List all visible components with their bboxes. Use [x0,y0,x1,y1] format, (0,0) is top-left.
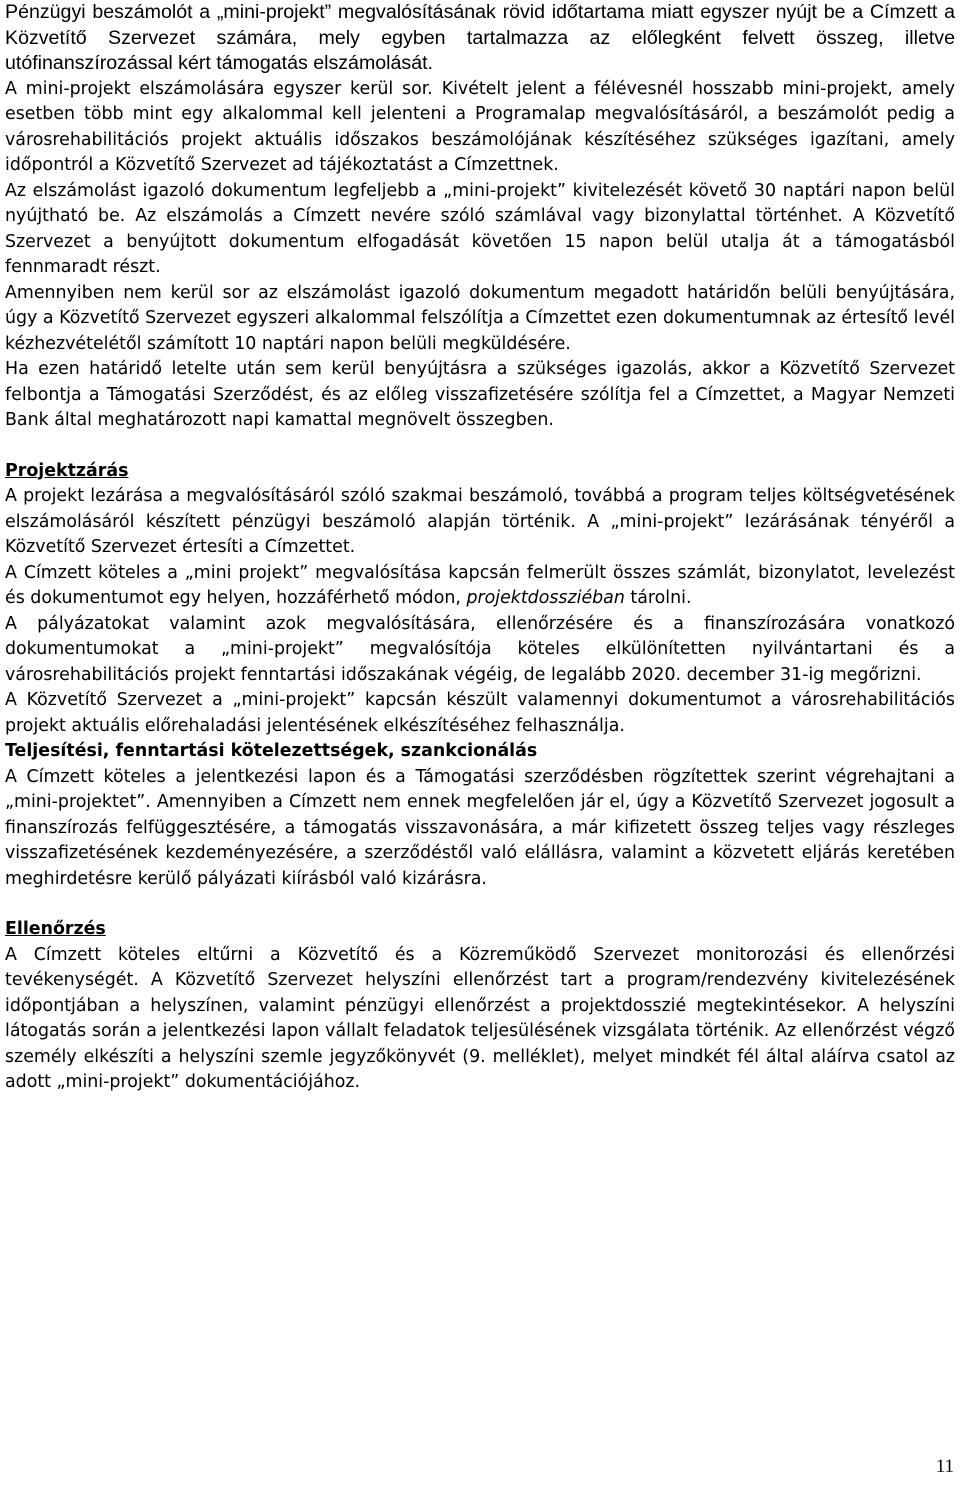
heading-teljesitesi: Teljesítési, fenntartási kötelezettségek, szankcionálás [5,741,538,761]
paragraph-settlement-a: A mini-projekt elszámolására egyszer kerül sor. [5,78,433,99]
paragraph-contract-termination: Ha ezen határidő letelte után sem kerül benyújtásra a szükséges igazolás, akkor a Közvetítő Szervezet felbontja a Támogatási Szerződést, és az előleg visszafizetésére szólítja fel a Címzettet, a Magyar Nemzeti Bank által meghatározott napi kamattal megnövelt összegben. [5,359,955,430]
paragraph-settlement [5,77,955,179]
heading-ellenorzes: Ellenőrzés [5,919,106,939]
paragraph-project-closure: A projekt lezárása a megvalósításáról szóló szakmai beszámoló, továbbá a program teljes költségvetésének elszámolásáról készített pénzügyi beszámoló alapján történik. A „mini-projekt” lezárásának tényéről a Közvetítő Szervezet értesíti a Címzettet. [5,486,955,557]
paragraph-document-storage [5,561,955,612]
paragraph-progress-report: A Közvetítő Szervezet a „mini-projekt” kapcsán készült valamennyi dokumentumot a városrehabilitációs projekt aktuális előrehaladási jelentésének elkészítéséhez felhasználja. [5,690,955,736]
heading-projektzaras: Projektzárás [5,460,129,481]
paragraph-settlement-deadline: Az elszámolást igazoló dokumentum legfeljebb a „mini-projekt” kivitelezését követő 30 naptári napon belül nyújtható be. Az elszámolás a Címzett nevére szóló számlával vagy bizonylattal történhet. A Közvetítő Szervezet a benyújtott dokumentum elfogadását követően 15 napon belül utalja át a támogatásból fennmaradt részt. [5,180,955,277]
paragraph-inspection: A Címzett köteles eltűrni a Közvetítő és a Közreműködő Szervezet monitorozási és ellenőrzési tevékenységét. A Közvetítő Szervezet helyszíni ellenőrzést tart a program/rendezvény kivitelezésének időpontjában a helyszínen, valamint pénzügyi ellenőrzést a projektdosszié megtekintésekor. A helyszíni látogatás során a jelentkezési lapon vállalt feladatok teljesülésének vizsgálata történik. Az ellenőrzést végző személy elkészíti a helyszíni szemle jegyzőkönyvét (9. melléklet), melyet mindkét fél által aláírva csatol az adott „mini-projekt” dokumentációjához. [5,944,955,1092]
paragraph-record-keeping: A pályázatokat valamint azok megvalósítására, ellenőrzésére és a finanszírozására vonatkozó dokumentumokat a „mini-projekt” megvalósítója köteles elkülönítetten nyilvántartani és a városrehabilitációs projekt fenntartási időszakának végéig, de legalább 2020. december 31-ig megőrizni. [5,613,955,685]
page-number: 11 [935,1456,954,1477]
paragraph-reminder: Amennyiben nem kerül sor az elszámolást igazoló dokumentum megadott határidőn belüli benyújtására, úgy a Közvetítő Szervezet egyszeri alkalommal felszólítja a Címzettet ezen dokumentumnak az értesítő levél kézhezvételétől számított 10 naptári napon belüli megküldésére. [5,282,955,354]
document-page [5,0,955,1096]
paragraph-document-storage-a: A Címzett köteles a „mini projekt” megvalósítása kapcsán felmerült összes számlát, bizonylatot, levelezést és dokumentumot egy helyen, hozzáférhető módon, [5,562,955,608]
paragraph-document-storage-em: projektdossziéban [466,588,625,608]
paragraph-obligations: A Címzett köteles a jelentkezési lapon és a Támogatási szerződésben rögzítettek szerint végrehajtani a „mini-projektet”. Amennyiben a Címzett nem ennek megfelelően jár el, úgy a Közvetítő Szervezet jogosult a finanszírozás felfüggesztésére, a támogatás visszavonására, a már kifizetett összeg teljes vagy részleges visszafizetésének kezdeményezésére, a szerződéstől való elállásra, valamint a közvetett eljárás keretében meghirdetésre kerülő pályázati kiírásból való kizárásra. [5,766,955,889]
paragraph-document-storage-b: tárolni. [630,588,692,608]
paragraph-financial-report: Pénzügyi beszámolót a „mini-projekt” megvalósításának rövid időtartama miatt egyszer nyújt be a Címzett a Közvetítő Szervezet számára, mely egyben tartalmazza az előlegként felvett összeg, illetve utófinanszírozással kért támogatás elszámolását. [5,1,955,74]
paragraph-settlement-b: Kivételt jelent a félévesnél hosszabb mini-projekt, amely esetben több mint egy alkalommal kell jelenteni a Programalap megvalósításáról, a beszámolót pedig a városrehabilitációs projekt aktuális időszakos beszámolójának készítéséhez szükséges igazítani, amely időpontról a Közvetítő Szervezet ad tájékoztatást a Címzettnek. [5,78,955,175]
